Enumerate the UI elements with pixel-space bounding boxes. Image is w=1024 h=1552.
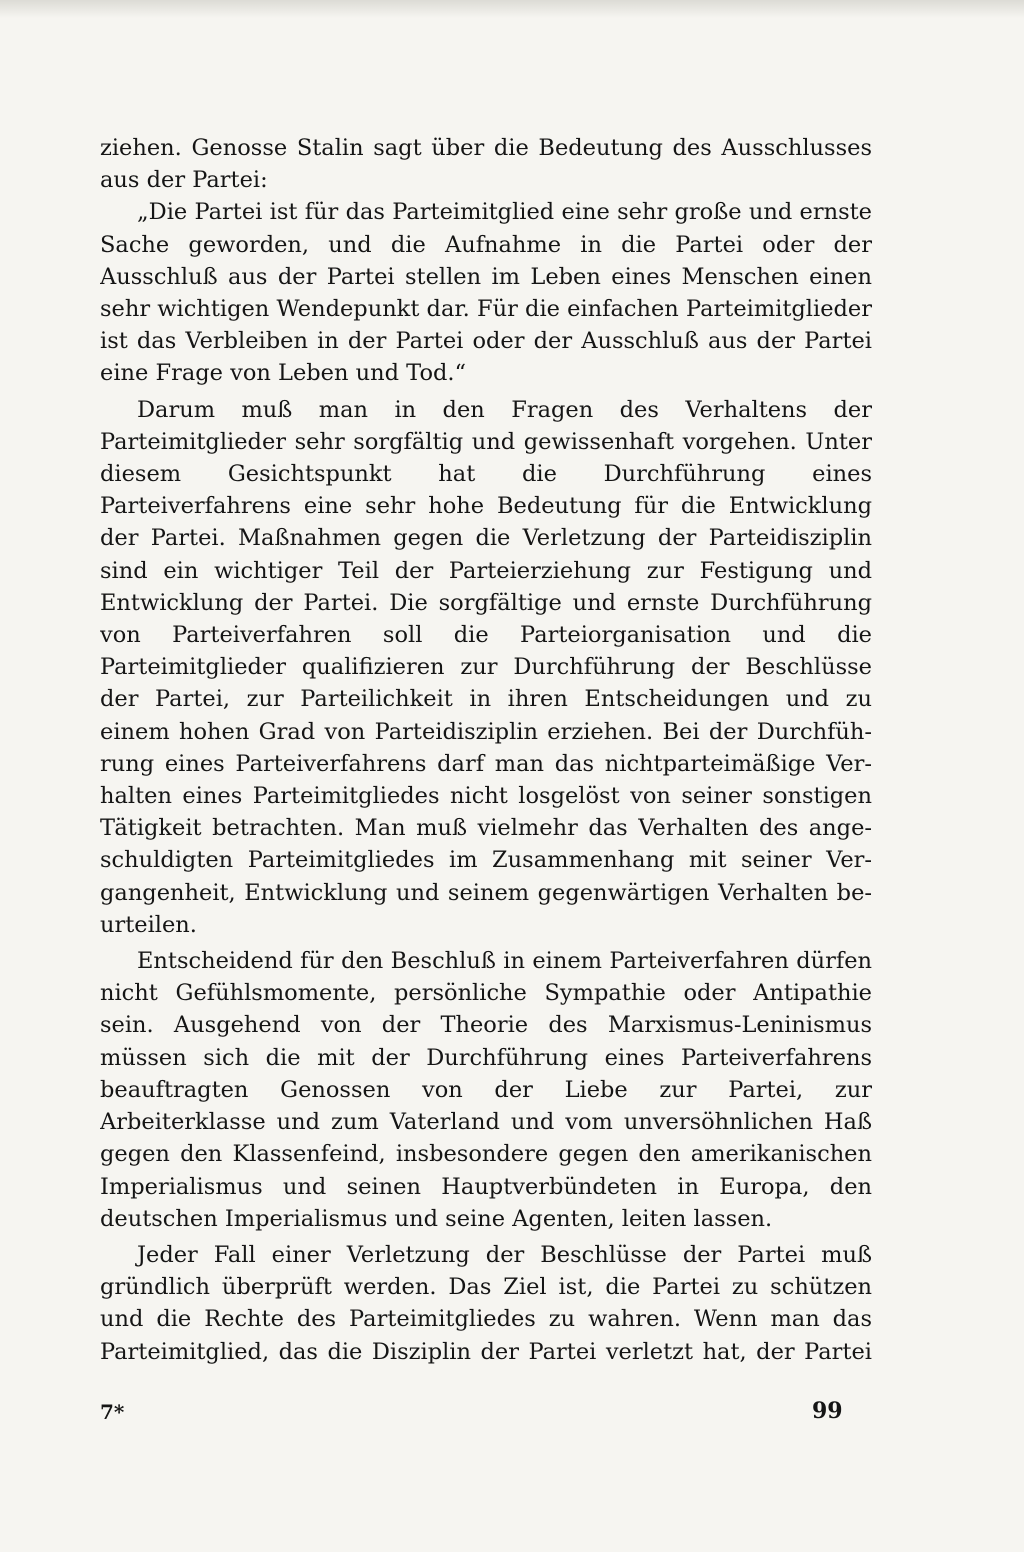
- page-body: [100, 132, 872, 1372]
- paragraph-decision-criteria: Entscheidend für den Beschluß in einem Parteiverfahren dürfen nicht Gefühlsmomente, persönliche Sympathie oder Antipathie sein. Ausgehend von der Theorie des Marxismus-Leninismus müssen sich die mit der Durchführung eines Parteiverfahrens beauftragten Genossen von der Liebe zur Partei, zur Arbeiterklasse und zum Vaterland und vom unversöhnlichen Haß gegen den Klassenfeind, insbesondere gegen den amerikanischen Imperialismus und seinen Hauptverbündeten in Europa, den deutschen Imperialismus und seine Agenten, leiten lassen.: [100, 948, 872, 1232]
- page-top-edge: [0, 0, 1024, 18]
- paragraph-continuation: ziehen. Genosse Stalin sagt über die Bedeutung des Ausschlusses aus der Partei:: [100, 135, 872, 194]
- paragraph-case-review: Jeder Fall einer Verletzung der Beschlüsse der Partei muß gründlich überprüft werden. Das Ziel ist, die Partei zu schützen und die Rechte des Parteimitgliedes zu wahren. Wenn man das Parteimitglied, das die Disziplin der Partei verletzt hat, der Partei: [100, 1241, 872, 1365]
- signature-mark: 7*: [100, 1400, 125, 1424]
- paragraph-stalin-quote: „Die Partei ist für das Parteimitglied eine sehr große und ernste Sache geworden, und die Aufnahme in die Partei oder der Ausschluß aus der Partei stellen im Leben eines Menschen einen sehr wichtigen Wendepunkt dar. Für die einfachen Parteimitglieder ist das Verbleiben in der Partei oder der Ausschluß aus der Partei eine Frage von Leben und Tod.“: [100, 199, 872, 387]
- paragraph-party-conduct: Darum muß man in den Fragen des Verhaltens der Parteimitglieder sehr sorgfältig und gewissenhaft vorgehen. Unter diesem Gesichtspunkt hat die Durchführung eines Parteiverfahrens eine sehr hohe Bedeutung für die Entwicklung der Partei. Maßnahmen gegen die Verletzung der Parteidisziplin sind ein wichtiger Teil der Parteierziehung zur Festigung und Entwicklung der Partei. Die sorgfältige und ernste Durchführung von Parteiverfahren soll die Parteiorganisation und die Parteimitglieder qualifizieren zur Durchführung der Beschlüsse der Partei, zur Parteilichkeit in ihren Entscheidungen und zu einem hohen Grad von Parteidisziplin erziehen. Bei der Durchführung eines Parteiverfahrens darf man das nichtparteimäßige Verhalten eines Parteimitgliedes nicht losgelöst von seiner sonstigen Tätigkeit betrachten. Man muß vielmehr das Verhalten des angeschuldigten Parteimitgliedes im Zusammenhang mit seiner Vergangenheit, Entwicklung und seinem gegenwärtigen Verhalten beurteilen.: [100, 396, 872, 938]
- page-number: 99: [812, 1398, 843, 1424]
